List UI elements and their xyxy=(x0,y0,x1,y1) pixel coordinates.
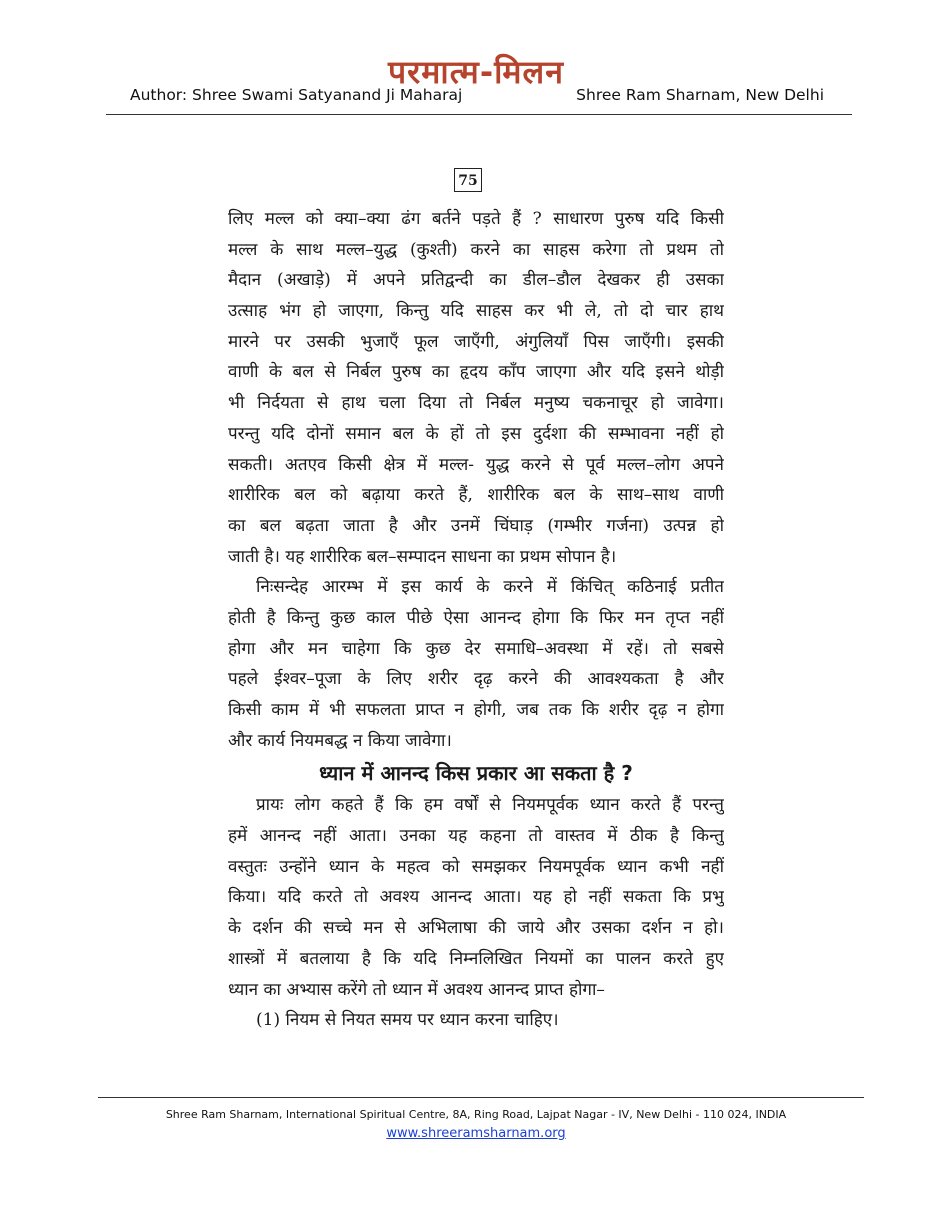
footer-address: Shree Ram Sharnam, International Spiritual Centre, 8A, Ring Road, Lajpat Nagar - IV, New Delhi - 110 024, INDIA xyxy=(165,1108,787,1121)
text-line: सकती। अतएव किसी क्षेत्र में मल्ल- युद्ध करने से पूर्व मल्ल–लोग अपने xyxy=(228,454,724,475)
text-line: जाती है। यह शारीरिक बल–सम्पादन साधना का प्रथम सोपान है। xyxy=(228,546,617,567)
text-line: का बल बढ़ता जाता है और उनमें चिंघाड़ (गम्भीर गर्जना) उत्पन्न हो xyxy=(228,515,724,536)
publisher-line: Shree Ram Sharnam, New Delhi xyxy=(576,86,824,104)
text-line: ध्यान का अभ्यास करेंगे तो ध्यान में अवश्य आनन्द प्राप्त होगा– xyxy=(228,979,605,1000)
text-line: होती है किन्तु कुछ काल पीछे ऐसा आनन्द होगा कि फिर मन तृप्त नहीं xyxy=(228,607,724,628)
page-number: 75 xyxy=(454,168,482,192)
text-line: के दर्शन की सच्चे मन से अभिलाषा की जाये और उसका दर्शन न हो। xyxy=(228,918,724,939)
text-line: शारीरिक बल को बढ़ाया करते हैं, शारीरिक बल के साथ–साथ वाणी xyxy=(228,485,724,506)
text-line: भी निर्दयता से हाथ चला दिया तो निर्बल मनुष्य चकनाचूर हो जावेगा। xyxy=(228,393,724,414)
text-line: पहले ईश्वर–पूजा के लिए शरीर दृढ़ करने की आवश्यकता है और xyxy=(228,669,724,690)
text-line: किसी काम में भी सफलता प्राप्त न होगी, जब तक कि शरीर दृढ़ न होगा xyxy=(228,700,724,720)
section-heading: ध्यान में आनन्द किस प्रकार आ सकता है ? xyxy=(319,761,633,786)
text-line: शास्त्रों में बतलाया है कि यदि निम्नलिखित नियमों का पालन करते हुए xyxy=(228,948,724,969)
text-line: परन्तु यदि दोनों समान बल के हों तो इस दुर्दशा की सम्भावना नहीं हो xyxy=(228,423,724,444)
text-line: किया। यदि करते तो अवश्य आनन्द आता। यह हो नहीं सकता कि प्रभु xyxy=(228,887,724,908)
text-line: मारने पर उसकी भुजाएँ फूल जाएँगी, अंगुलियाँ पिस जाएँगी। इसकी xyxy=(228,331,724,352)
page-body xyxy=(228,204,724,1036)
text-line: मैदान (अखाड़े) में अपने प्रतिद्वन्दी का डील–डौल देखकर ही उसका xyxy=(228,270,724,291)
paragraph-2 xyxy=(228,572,724,756)
text-line: और कार्य नियमबद्ध न किया जावेगा। xyxy=(228,730,452,751)
text-line: वस्तुतः उन्होंने ध्यान के महत्व को समझकर नियमपूर्वक ध्यान कभी नहीं xyxy=(228,856,724,877)
text-line: लिए मल्ल को क्या–क्या ढंग बर्तने पड़ते हैं ? साधारण पुरुष यदि किसी xyxy=(228,209,724,229)
author-line: Author: Shree Swami Satyanand Ji Maharaj xyxy=(130,86,463,104)
paragraph-1 xyxy=(228,204,724,572)
book-title: परमात्म-मिलन xyxy=(388,53,564,91)
header-divider xyxy=(106,114,852,115)
text-line: मल्ल के साथ मल्ल–युद्ध (कुश्ती) करने का साहस करेगा तो प्रथम तो xyxy=(228,239,724,260)
text-line: वाणी के बल से निर्बल पुरुष का हृदय काँप जाएगा और यदि इसने थोड़ी xyxy=(228,362,724,383)
website-link[interactable]: www.shreeramsharnam.org xyxy=(386,1126,566,1141)
rule-item-1: (1) नियम से नियत समय पर ध्यान करना चाहिए। xyxy=(256,1010,559,1031)
footer-divider xyxy=(98,1097,864,1098)
paragraph-3 xyxy=(228,790,724,1005)
text-line: प्रायः लोग कहते हैं कि हम वर्षों से नियमपूर्वक ध्यान करते हैं परन्तु xyxy=(256,795,724,816)
text-line: निःसन्देह आरम्भ में इस कार्य के करने में किंचित् कठिनाई प्रतीत xyxy=(256,577,724,598)
text-line: हमें आनन्द नहीं आता। उनका यह कहना तो वास्तव में ठीक है किन्तु xyxy=(228,826,724,847)
text-line: उत्साह भंग हो जाएगा, किन्तु यदि साहस कर भी ले, तो दो चार हाथ xyxy=(228,301,724,322)
text-line: होगा और मन चाहेगा कि कुछ देर समाधि–अवस्था में रहें। तो सबसे xyxy=(228,638,724,659)
